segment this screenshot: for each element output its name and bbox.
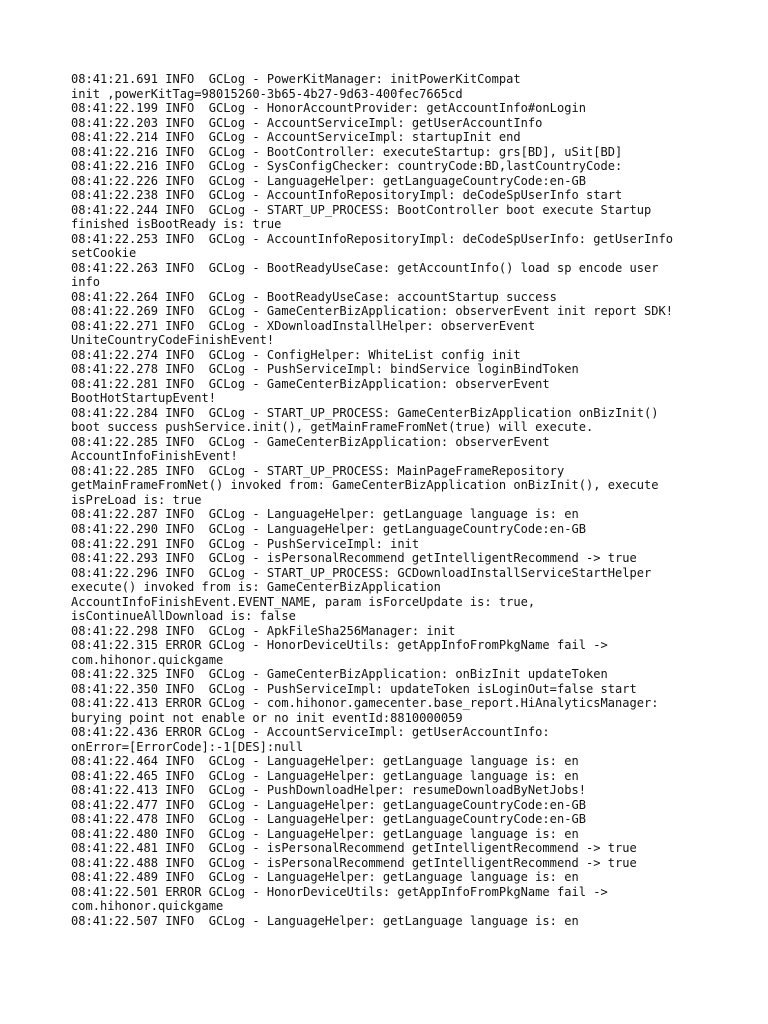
log-line: finished isBootReady is: true <box>71 217 282 232</box>
log-line: UniteCountryCodeFinishEvent! <box>71 333 275 348</box>
log-line: 08:41:22.287 INFO GCLog - LanguageHelper: getLanguage language is: en <box>71 507 579 522</box>
log-line: isContinueAllDownload is: false <box>71 609 296 624</box>
log-line: 08:41:22.285 INFO GCLog - START_UP_PROCESS: MainPageFrameRepository <box>71 463 565 478</box>
log-line: 08:41:22.199 INFO GCLog - HonorAccountProvider: getAccountInfo#onLogin <box>71 101 586 116</box>
log-line: com.hihonor.quickgame <box>71 652 224 667</box>
log-line: 08:41:22.203 INFO GCLog - AccountServiceImpl: getUserAccountInfo <box>71 115 543 130</box>
log-line: 08:41:22.413 INFO GCLog - PushDownloadHelper: resumeDownloadByNetJobs! <box>71 783 586 798</box>
log-line: boot success pushService.init(), getMainFrameFromNet(true) will execute. <box>71 420 594 435</box>
log-line: 08:41:22.274 INFO GCLog - ConfigHelper: WhiteList config init <box>71 347 521 362</box>
log-line: 08:41:22.238 INFO GCLog - AccountInfoRepositoryImpl: deCodeSpUserInfo start <box>71 188 623 203</box>
log-line: 08:41:22.216 INFO GCLog - BootController: executeStartup: grs[BD], uSit[BD] <box>71 144 623 159</box>
log-line: 08:41:22.488 INFO GCLog - isPersonalRecommend getIntelligentRecommend -> true <box>71 855 637 870</box>
log-line: 08:41:22.226 INFO GCLog - LanguageHelper: getLanguageCountryCode:en-GB <box>71 173 586 188</box>
log-line: 08:41:22.264 INFO GCLog - BootReadyUseCase: accountStartup success <box>71 289 557 304</box>
log-line: 08:41:22.298 INFO GCLog - ApkFileSha256Manager: init <box>71 623 456 638</box>
log-line: 08:41:22.350 INFO GCLog - PushServiceImpl: updateToken isLoginOut=false start <box>71 681 637 696</box>
log-line: init ,powerKitTag=98015260-3b65-4b27-9d63-400fec7665cd <box>71 86 463 101</box>
log-text-block <box>71 72 721 928</box>
log-line: getMainFrameFromNet() invoked from: GameCenterBizApplication onBizInit(), execute <box>71 478 659 493</box>
log-line: 08:41:22.293 INFO GCLog - isPersonalRecommend getIntelligentRecommend -> true <box>71 551 637 566</box>
log-line: 08:41:22.413 ERROR GCLog - com.hihonor.gamecenter.base_report.HiAnalyticsManager: <box>71 696 659 711</box>
log-line: 08:41:22.501 ERROR GCLog - HonorDeviceUtils: getAppInfoFromPkgName fail -> <box>71 884 608 899</box>
log-line: 08:41:22.436 ERROR GCLog - AccountServiceImpl: getUserAccountInfo: <box>71 725 550 740</box>
log-line: 08:41:22.269 INFO GCLog - GameCenterBizApplication: observerEvent init report SDK! <box>71 304 673 319</box>
log-line: 08:41:22.214 INFO GCLog - AccountServiceImpl: startupInit end <box>71 130 521 145</box>
log-line: com.hihonor.quickgame <box>71 899 224 914</box>
log-line: burying point not enable or no init eventId:8810000059 <box>71 710 463 725</box>
log-line: execute() invoked from is: GameCenterBizApplication <box>71 580 441 595</box>
log-line: AccountInfoFinishEvent! <box>71 449 238 464</box>
log-line: 08:41:21.691 INFO GCLog - PowerKitManager: initPowerKitCompat <box>71 72 521 86</box>
log-line: BootHotStartupEvent! <box>71 391 217 406</box>
log-line: 08:41:22.290 INFO GCLog - LanguageHelper: getLanguageCountryCode:en-GB <box>71 521 586 536</box>
log-line: 08:41:22.478 INFO GCLog - LanguageHelper: getLanguageCountryCode:en-GB <box>71 812 586 827</box>
log-line: onError=[ErrorCode]:-1[DES]:null <box>71 739 304 754</box>
log-line: 08:41:22.325 INFO GCLog - GameCenterBizApplication: onBizInit updateToken <box>71 667 608 682</box>
log-line: 08:41:22.291 INFO GCLog - PushServiceImpl: init <box>71 536 420 551</box>
log-line: 08:41:22.285 INFO GCLog - GameCenterBizApplication: observerEvent <box>71 434 550 449</box>
log-line: 08:41:22.284 INFO GCLog - START_UP_PROCESS: GameCenterBizApplication onBizInit() <box>71 405 659 420</box>
log-line: 08:41:22.271 INFO GCLog - XDownloadInstallHelper: observerEvent <box>71 318 536 333</box>
log-line: 08:41:22.489 INFO GCLog - LanguageHelper: getLanguage language is: en <box>71 870 579 885</box>
log-line: 08:41:22.477 INFO GCLog - LanguageHelper: getLanguageCountryCode:en-GB <box>71 797 586 812</box>
log-line: 08:41:22.281 INFO GCLog - GameCenterBizApplication: observerEvent <box>71 376 550 391</box>
log-line: 08:41:22.465 INFO GCLog - LanguageHelper: getLanguage language is: en <box>71 768 579 783</box>
log-line: 08:41:22.244 INFO GCLog - START_UP_PROCESS: BootController boot execute Startup <box>71 202 652 217</box>
log-line: 08:41:22.263 INFO GCLog - BootReadyUseCase: getAccountInfo() load sp encode user <box>71 260 659 275</box>
log-line: 08:41:22.464 INFO GCLog - LanguageHelper: getLanguage language is: en <box>71 754 579 769</box>
log-line: isPreLoad is: true <box>71 492 202 507</box>
log-line: 08:41:22.278 INFO GCLog - PushServiceImpl: bindService loginBindToken <box>71 362 579 377</box>
log-line: 08:41:22.296 INFO GCLog - START_UP_PROCESS: GCDownloadInstallServiceStartHelper <box>71 565 652 580</box>
log-line: 08:41:22.315 ERROR GCLog - HonorDeviceUtils: getAppInfoFromPkgName fail -> <box>71 638 608 653</box>
log-line: AccountInfoFinishEvent.EVENT_NAME, param isForceUpdate is: true, <box>71 594 536 609</box>
log-line: 08:41:22.507 INFO GCLog - LanguageHelper: getLanguage language is: en <box>71 913 579 928</box>
log-line: 08:41:22.216 INFO GCLog - SysConfigChecker: countryCode:BD,lastCountryCode: <box>71 159 623 174</box>
log-line: 08:41:22.481 INFO GCLog - isPersonalRecommend getIntelligentRecommend -> true <box>71 841 637 856</box>
log-line: info <box>71 275 101 290</box>
log-line: 08:41:22.480 INFO GCLog - LanguageHelper: getLanguage language is: en <box>71 826 579 841</box>
log-line: 08:41:22.253 INFO GCLog - AccountInfoRepositoryImpl: deCodeSpUserInfo: getUserInfo <box>71 231 673 246</box>
log-line: setCookie <box>71 246 137 261</box>
